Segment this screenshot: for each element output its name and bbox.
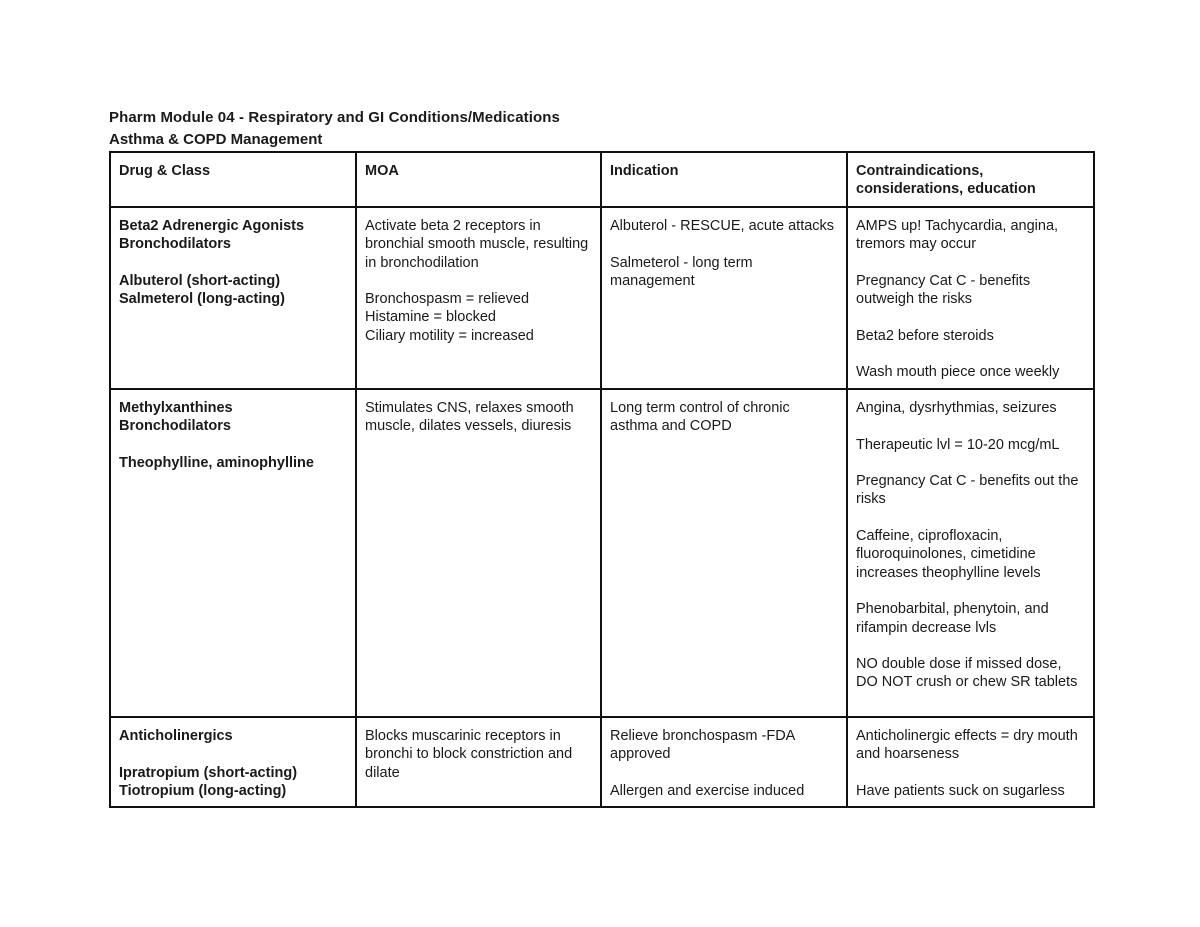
- note-text: Therapeutic lvl = 10-20 mcg/mL: [856, 436, 1060, 453]
- drug-class-cell: [110, 717, 356, 807]
- indication-text: Relieve bronchospasm -FDA approved: [610, 728, 795, 763]
- drug-class-name: Methylxanthines: [119, 400, 233, 416]
- header-moa: MOA: [356, 152, 601, 207]
- drug-class-subtype: Bronchodilators: [119, 236, 231, 253]
- note-text: AMPS up! Tachycardia, angina, tremors may occur: [856, 218, 1059, 253]
- table-row: [110, 717, 1094, 807]
- note-text: Anticholinergic effects = dry mouth and hoarseness: [856, 728, 1078, 763]
- note-text: Pregnancy Cat C - benefits out the risks: [856, 473, 1079, 508]
- drug-name: Salmeterol (long-acting): [119, 291, 285, 308]
- indication-text: Long term control of chronic asthma and COPD: [610, 400, 790, 435]
- contraindications-cell: [847, 207, 1094, 389]
- contraindications-cell: [847, 717, 1094, 807]
- moa-effect: Ciliary motility = increased: [365, 327, 534, 344]
- drug-class-cell: [110, 389, 356, 717]
- note-text: Caffeine, ciprofloxacin, fluoroquinolones, cimetidine increases theophylline levels: [856, 528, 1041, 581]
- indication-text: Salmeterol - long term management: [610, 254, 753, 289]
- page-title: Pharm Module 04 - Respiratory and GI Conditions/Medications: [109, 109, 560, 126]
- note-text: Phenobarbital, phenytoin, and rifampin decrease lvls: [856, 601, 1049, 636]
- drug-name: Albuterol (short-acting): [119, 272, 281, 289]
- note-text: Pregnancy Cat C - benefits outweigh the risks: [856, 272, 1031, 308]
- header-contraindications: Contraindications, considerations, education: [847, 152, 1094, 207]
- moa-text: Blocks muscarinic receptors in bronchi to block constriction and dilate: [365, 728, 573, 781]
- indication-text: Albuterol - RESCUE, acute attacks: [610, 218, 835, 234]
- drug-class-name: Anticholinergics: [119, 728, 233, 744]
- indication-cell: [601, 207, 847, 389]
- drug-class-name: Beta2 Adrenergic Agonists: [119, 218, 305, 234]
- moa-cell: [356, 389, 601, 717]
- drug-class-subtype: Bronchodilators: [119, 418, 231, 435]
- header-drug-class: Drug & Class: [110, 152, 356, 207]
- moa-effect: Bronchospasm = relieved: [365, 291, 530, 308]
- table-header-row: [110, 152, 1094, 207]
- drug-name: Tiotropium (long-acting): [119, 782, 287, 799]
- contraindications-cell: [847, 389, 1094, 717]
- drug-name: Ipratropium (short-acting): [119, 764, 298, 781]
- drug-name: Theophylline, aminophylline: [119, 454, 314, 471]
- note-text: Wash mouth piece once weekly: [856, 364, 1060, 381]
- note-text: NO double dose if missed dose, DO NOT crush or chew SR tablets: [856, 656, 1078, 691]
- moa-cell: [356, 717, 601, 807]
- medication-table: [109, 151, 1095, 808]
- moa-text: Activate beta 2 receptors in bronchial smooth muscle, resulting in bronchodilation: [365, 218, 589, 271]
- note-text: Beta2 before steroids: [856, 327, 994, 344]
- indication-text: Allergen and exercise induced: [610, 782, 805, 799]
- note-text: Have patients suck on sugarless: [856, 782, 1065, 799]
- indication-cell: [601, 389, 847, 717]
- note-text: Angina, dysrhythmias, seizures: [856, 400, 1057, 416]
- indication-cell: [601, 717, 847, 807]
- moa-cell: [356, 207, 601, 389]
- moa-effect: Histamine = blocked: [365, 309, 496, 326]
- section-heading: Asthma & COPD Management: [109, 131, 323, 148]
- header-indication: Indication: [601, 152, 847, 207]
- moa-text: Stimulates CNS, relaxes smooth muscle, dilates vessels, diuresis: [365, 400, 574, 435]
- table-row: [110, 207, 1094, 389]
- drug-class-cell: [110, 207, 356, 389]
- table-row: [110, 389, 1094, 717]
